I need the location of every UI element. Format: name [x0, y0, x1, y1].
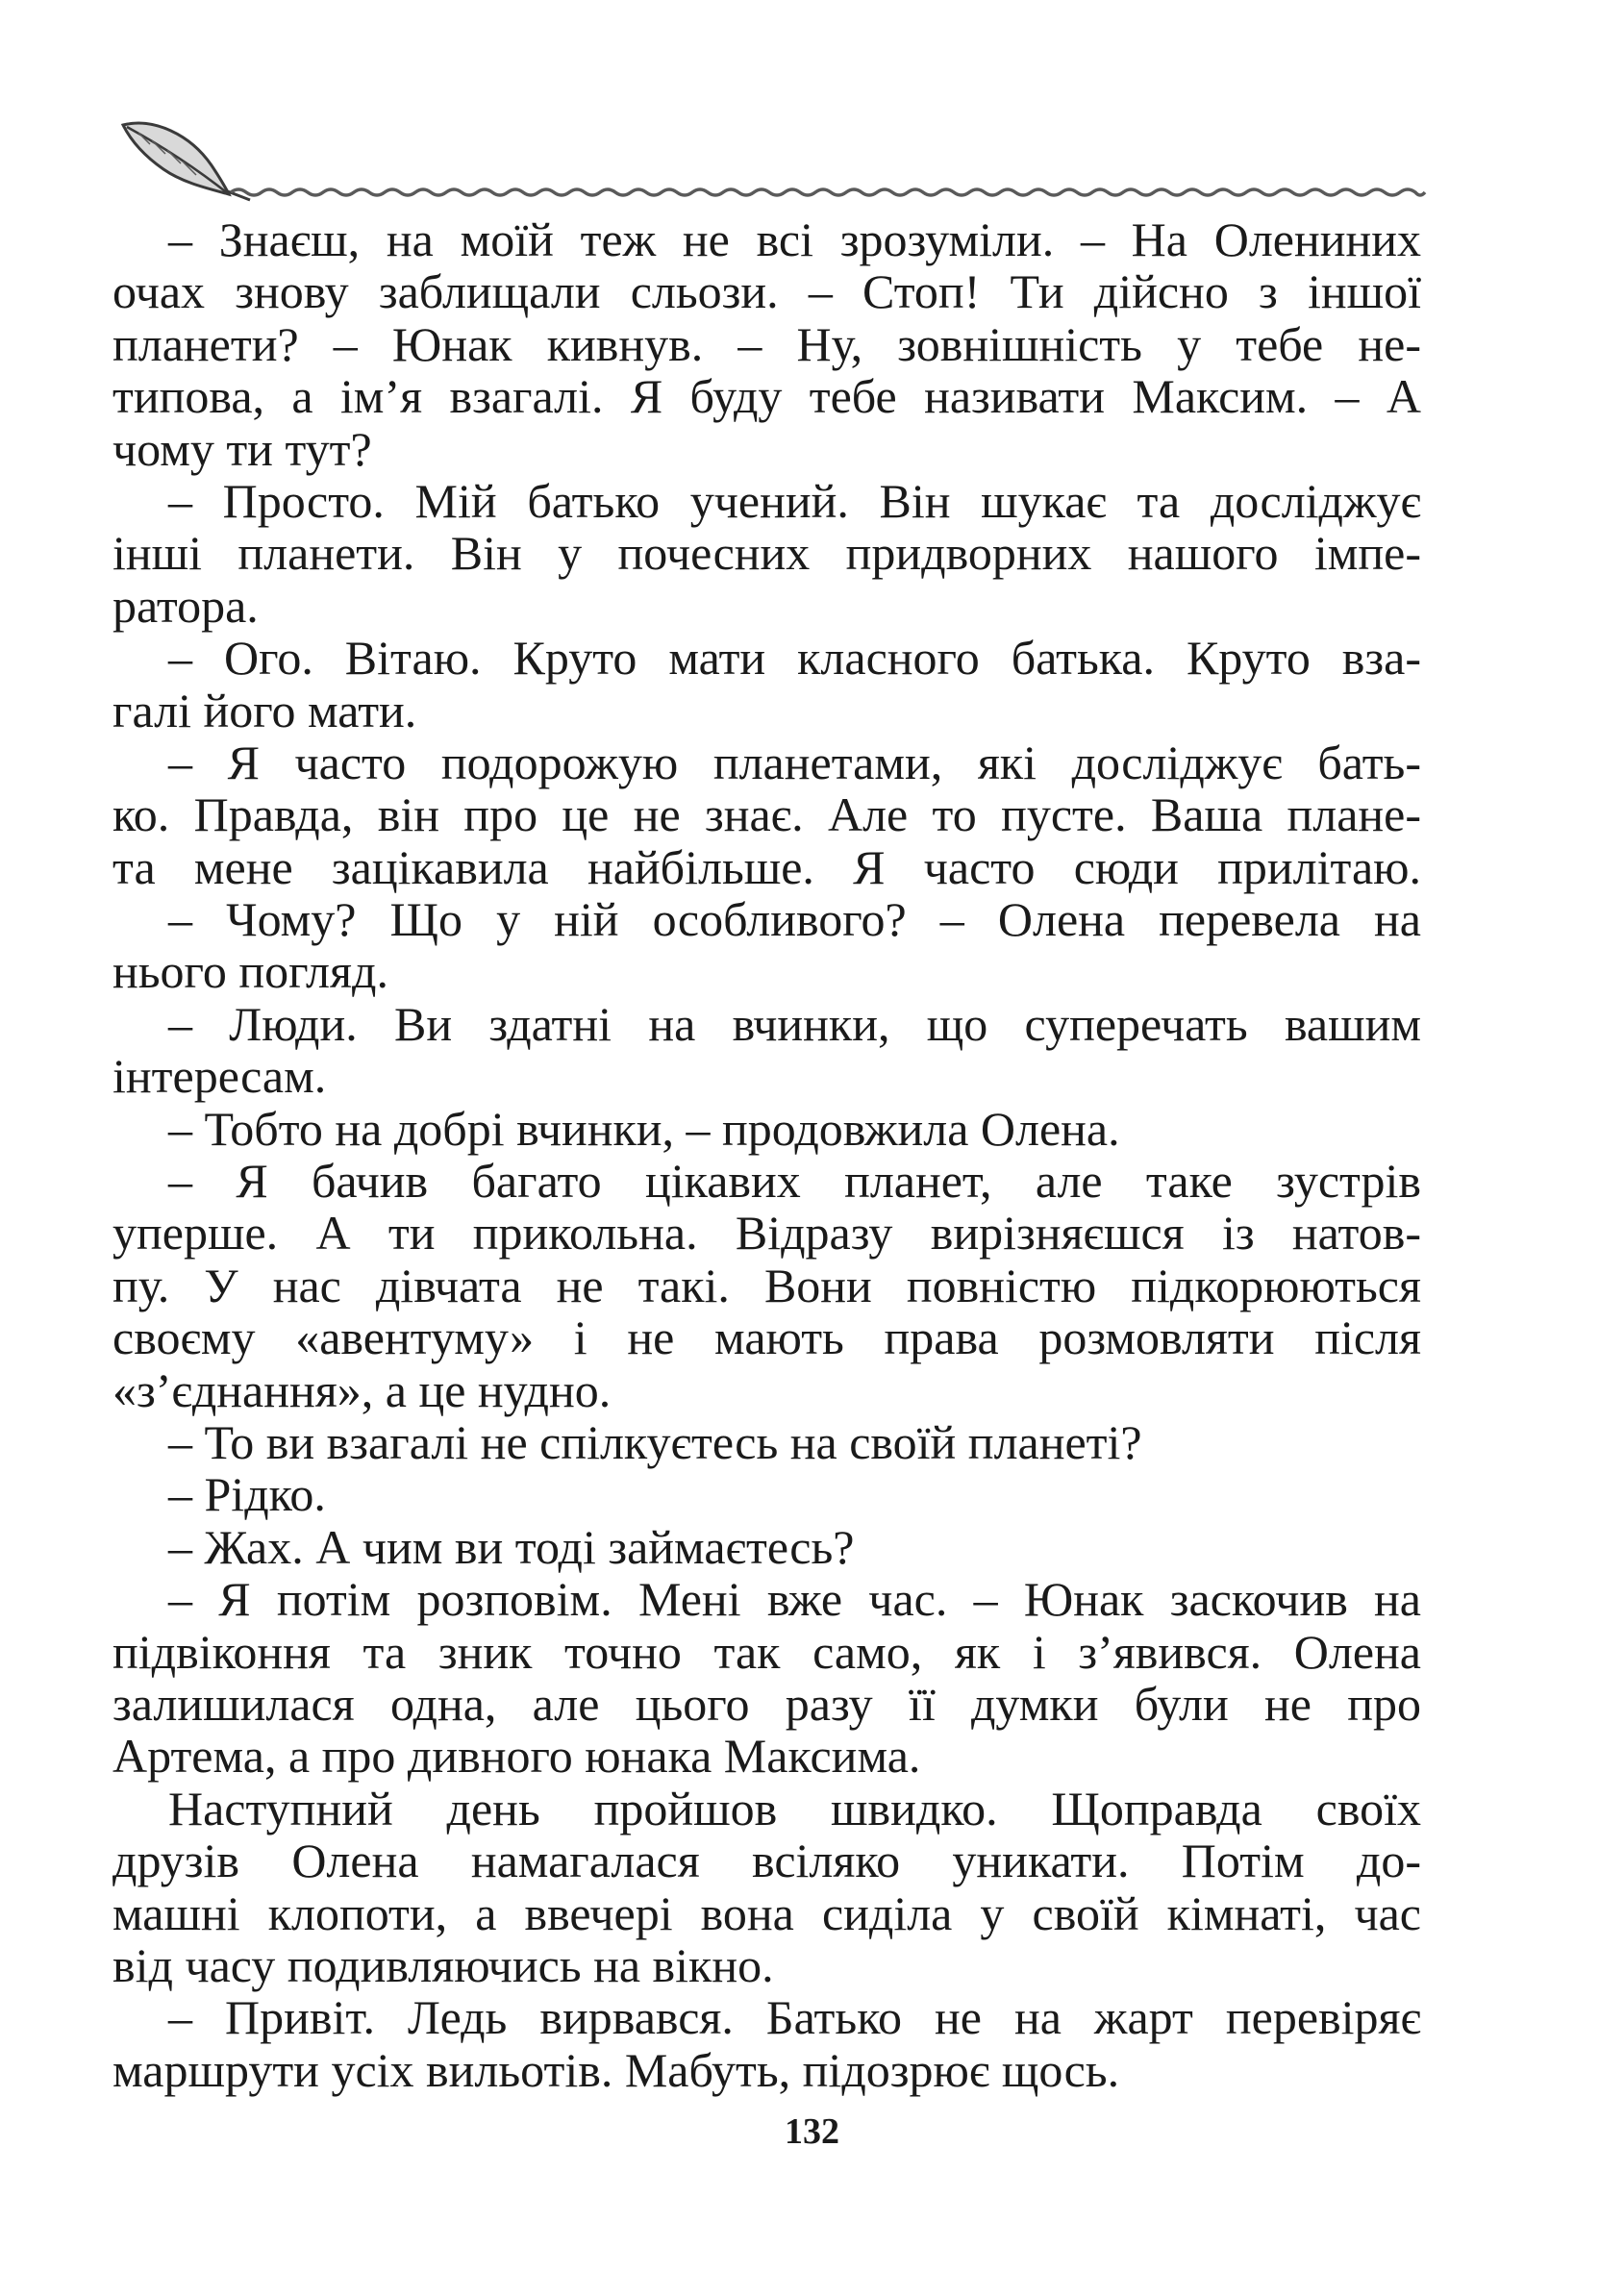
text-line: інші планети. Він у почесних придворних нашого імпе- [112, 526, 1421, 581]
text-line: галі його мати. [112, 683, 417, 737]
text-line: маршрути усіх вильотів. Мабуть, підозрює щось. [112, 2042, 1120, 2097]
ornament-svg [115, 106, 1433, 202]
text-line: – Просто. Мій батько учений. Він шукає та досліджує [168, 473, 1421, 528]
text-line: уперше. А ти прикольна. Відразу вирізняєшся із натов- [112, 1206, 1421, 1261]
text-line: інтересам. [112, 1049, 327, 1104]
wavy-divider [231, 189, 1425, 195]
text-line: чому ти тут? [112, 421, 372, 476]
page-header-ornament [115, 106, 1433, 202]
text-line: та мене зацікавила найбільше. Я часто сюди прилітаю. [112, 839, 1421, 894]
text-line: нього погляд. [112, 944, 388, 999]
text-line: – Жах. А чим ви тоді займаєтесь? [168, 1519, 855, 1574]
text-line: машні клопоти, а ввечері вона сиділа у своїй кімнаті, час [112, 1885, 1421, 1940]
text-line: – Знаєш, на моїй теж не всі зрозуміли. – На Олениних [168, 212, 1421, 266]
text-line: пу. У нас дівчата не такі. Вони повністю підкорюються [112, 1258, 1421, 1312]
text-line: – Ого. Вітаю. Круто мати класного батька. Круто вза- [168, 631, 1421, 686]
text-line: ко. Правда, він про це не знає. Але то пусте. Ваша плане- [112, 787, 1421, 842]
text-line: ратора. [112, 578, 259, 633]
text-line: – Я бачив багато цікавих планет, але таке зустрів [168, 1154, 1421, 1209]
text-line: Артема, а про дивного юнака Максима. [112, 1729, 921, 1784]
text-line: від часу подивляючись на вікно. [112, 1937, 774, 1992]
text-line: своєму «авентуму» і не мають права розмовляти після [112, 1311, 1421, 1365]
text-line: «з’єднання», а це нудно. [112, 1362, 612, 1417]
text-line: – Я потім розповім. Мені вже час. – Юнак заскочив на [168, 1572, 1421, 1627]
text-line: залишилася одна, але цього разу її думки були не про [112, 1676, 1421, 1731]
text-line: – Чому? Що у ній особливого? – Олена перевела на [168, 892, 1421, 947]
text-line: планети? – Юнак кивнув. – Ну, зовнішність у тебе не- [112, 316, 1421, 371]
text-line: – То ви взагалі не спілкуєтесь на своїй планеті? [168, 1414, 1142, 1469]
text-line: – Люди. Ви здатні на вчинки, що суперечать вашим [168, 996, 1421, 1051]
text-line: типова, а ім’я взагалі. Я буду тебе називати Максим. – А [112, 369, 1421, 424]
text-line: очах знову заблищали сльози. – Стоп! Ти дійсно з іншої [112, 264, 1421, 319]
feather-quill-icon [123, 123, 250, 200]
text-line: – Тобто на добрі вчинки, – продовжила Олена. [168, 1101, 1120, 1156]
text-line: – Рідко. [168, 1467, 326, 1522]
text-line: – Я часто подорожую планетами, які досліджує бать- [168, 735, 1421, 789]
page-number: 132 [785, 2111, 839, 2152]
text-line: – Привіт. Ледь вирвався. Батько не на жарт перевіряє [168, 1990, 1421, 2045]
text-line: підвіконня та зник точно так само, як і з’явився. Олена [112, 1624, 1421, 1679]
text-line: Наступний день пройшов швидко. Щоправда своїх [168, 1781, 1421, 1835]
text-line: друзів Олена намагалася всіляко уникати. Потім до- [112, 1834, 1421, 1888]
body-text [112, 212, 1421, 2097]
